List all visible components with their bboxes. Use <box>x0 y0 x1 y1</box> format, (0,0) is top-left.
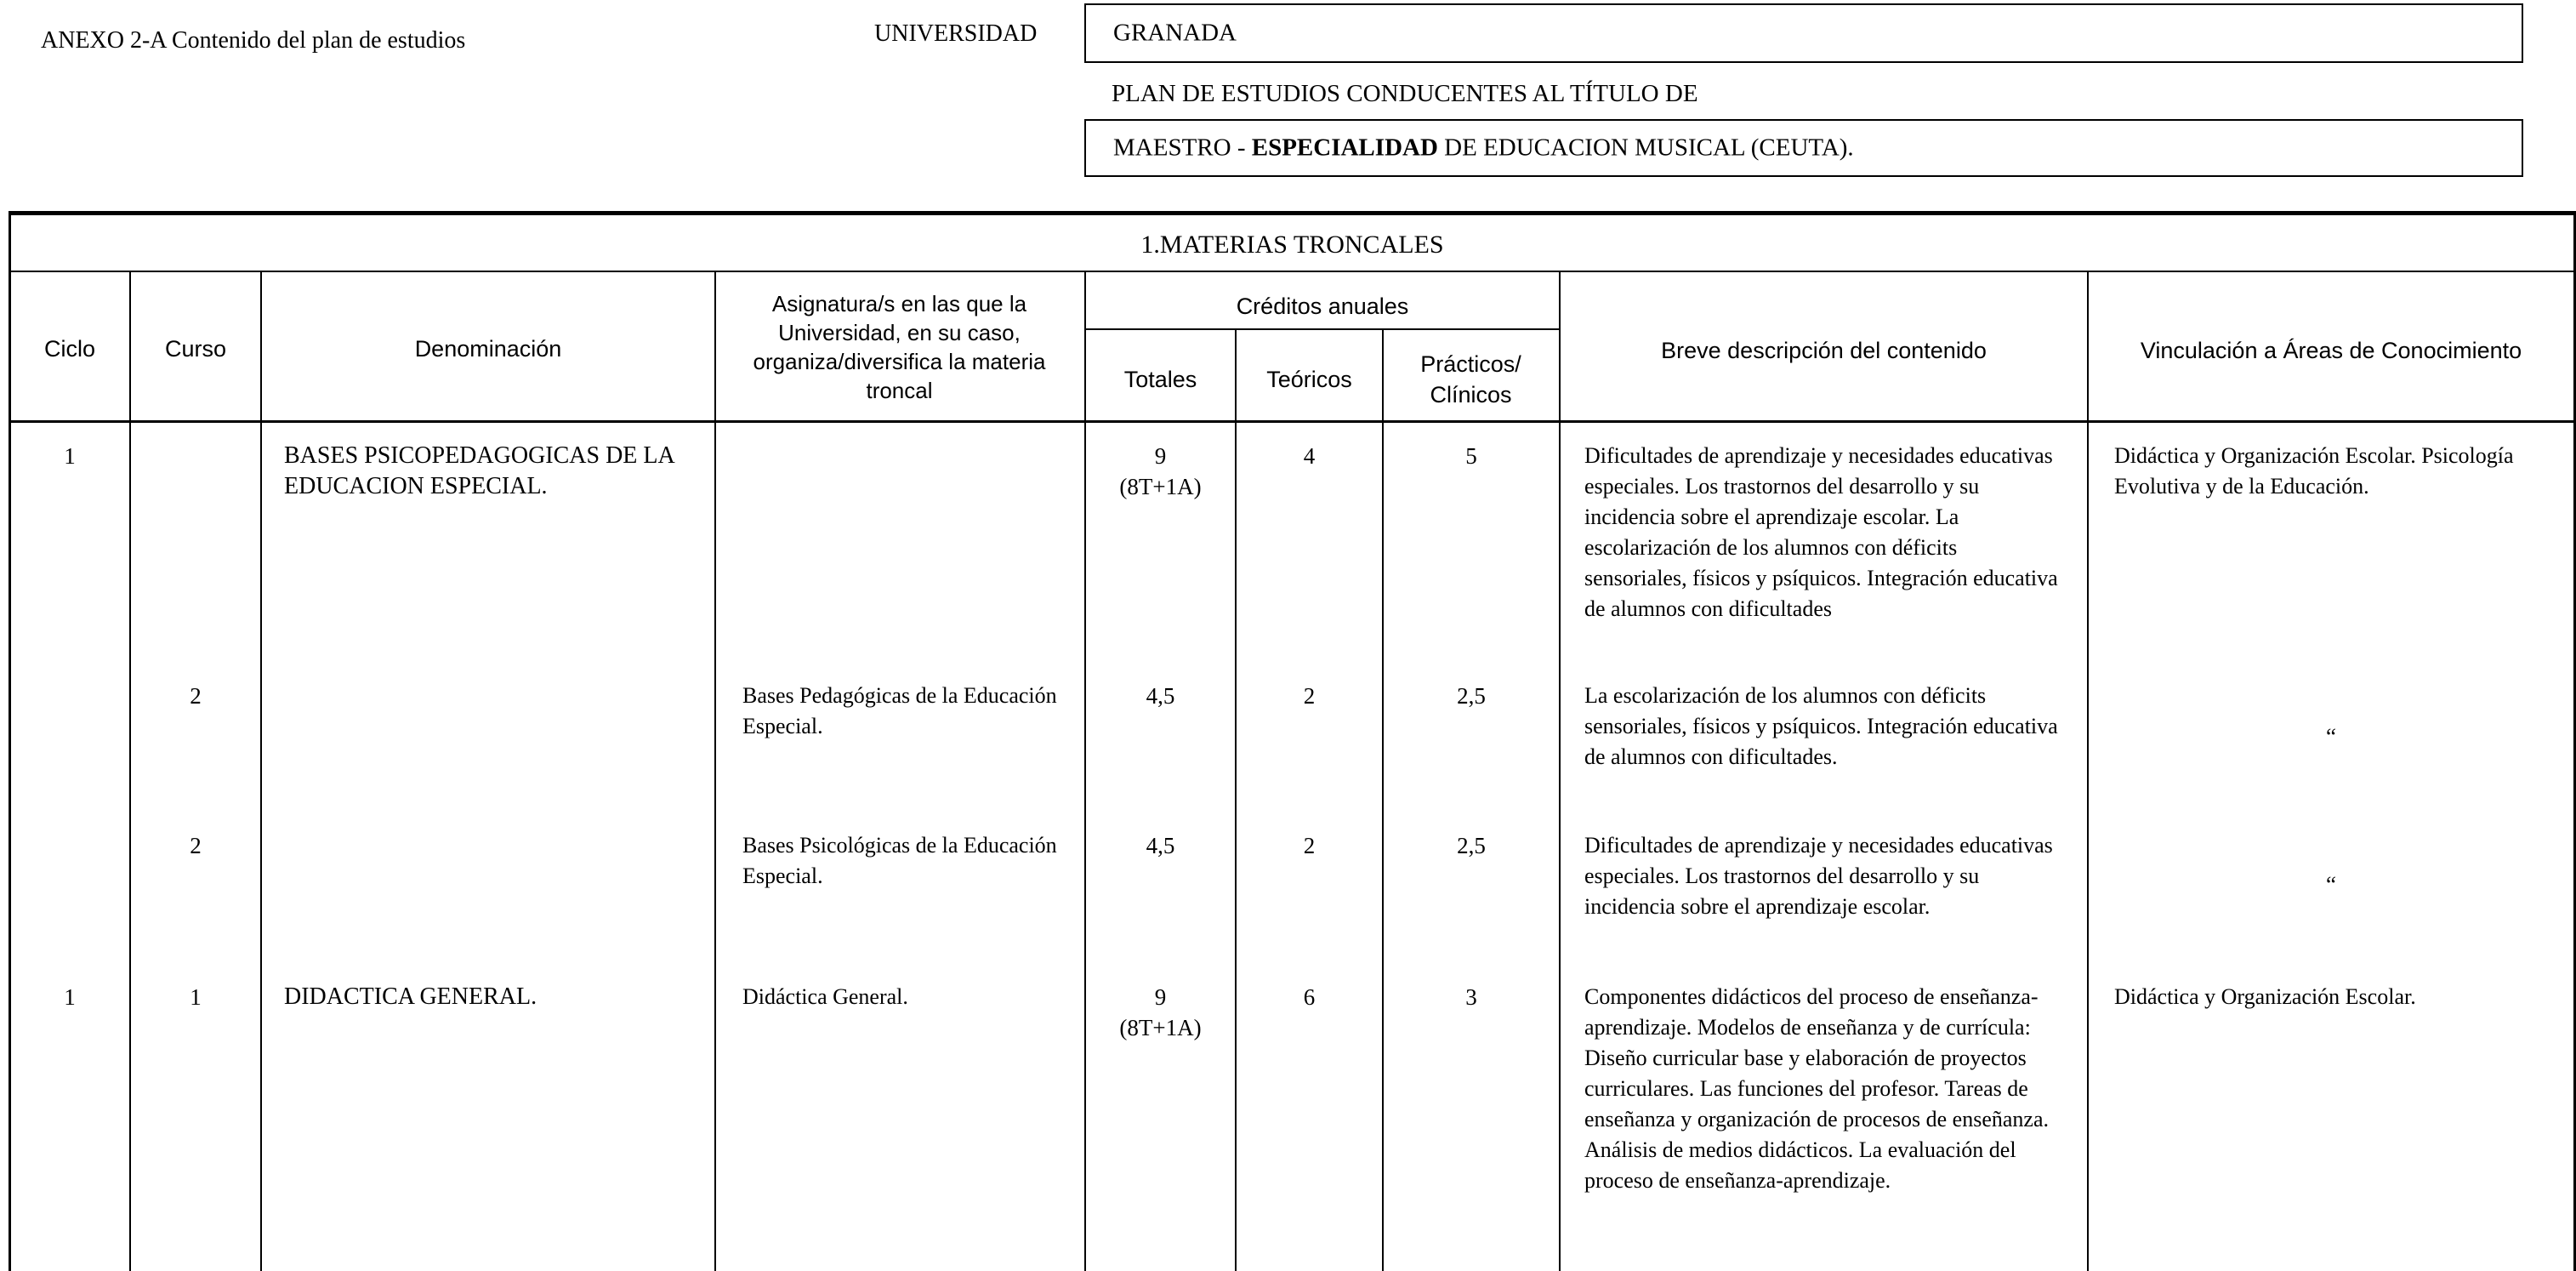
university-value: GRANADA <box>1113 19 1237 47</box>
table-row-2-vinculacion: “ <box>2326 724 2336 749</box>
table-row-4-descripcion: Componentes didácticos del proceso de enseñanza-aprendizaje. Modelos de enseñanza y de currícula: Diseño curricular base y elaboración de proyectos curriculares. Las funciones del profesor. Tareas de enseñanza y organización de procesos de enseñanza. Análisis de medios didácticos. La evaluación del proceso de enseñanza-aprendizaje. <box>1584 984 2049 1193</box>
title-divider <box>9 271 2576 272</box>
table-row-3-practicos: 2,5 <box>1457 833 1486 858</box>
annex-label: ANEXO 2-A Contenido del plan de estudios <box>41 27 466 54</box>
col-line-3 <box>714 271 716 1271</box>
table-row-4-vinculacion: Didáctica y Organización Escolar. <box>2114 984 2416 1009</box>
header-totales: Totales <box>1123 367 1197 392</box>
table-row-1-totales-sub: (8T+1A) <box>1119 474 1202 499</box>
col-line-2 <box>260 271 262 1271</box>
table-row-3-asignatura: Bases Psicológicas de la Educación Especial. <box>742 833 1057 888</box>
table-row-4-curso: 1 <box>190 984 202 1010</box>
table-row-3-descripcion: Dificultades de aprendizaje y necesidades educativas especiales. Los trastornos del desarrollo y su incidencia sobre el aprendizaje escolar. <box>1584 833 2053 919</box>
table-row-1-practicos: 5 <box>1465 443 1477 469</box>
header-creditos: Créditos anuales <box>1236 294 1409 319</box>
table-row-4-totales: 9 <box>1154 984 1167 1010</box>
header-denominacion: Denominación <box>414 336 562 362</box>
table-row-4-asignatura: Didáctica General. <box>742 984 908 1009</box>
header-vinculacion: Vinculación a Áreas de Conocimiento <box>2140 338 2522 363</box>
university-label: UNIVERSIDAD <box>874 20 1038 47</box>
table-border-left <box>9 211 11 1271</box>
table-row-4-teoricos: 6 <box>1303 984 1316 1010</box>
table-row-4-totales-sub: (8T+1A) <box>1119 1015 1202 1040</box>
degree-title-prefix: MAESTRO - <box>1113 134 1252 162</box>
table-row-3-curso: 2 <box>190 833 202 858</box>
header-descripcion: Breve descripción del contenido <box>1661 338 1987 363</box>
plan-label: PLAN DE ESTUDIOS CONDUCENTES AL TÍTULO DE <box>1112 80 1698 107</box>
table-row-2-asignatura: Bases Pedagógicas de la Educación Especial. <box>742 683 1057 738</box>
header-curso: Curso <box>164 336 227 362</box>
table-row-1-totales: 9 <box>1154 443 1167 469</box>
table-title: 1.MATERIAS TRONCALES <box>1140 231 1444 259</box>
header-divider <box>9 420 2576 423</box>
header-ciclo: Ciclo <box>43 336 95 362</box>
col-line-4 <box>1084 271 1086 1271</box>
table-row-4-denominacion: DIDACTICA GENERAL. <box>284 983 537 1010</box>
creditos-divider <box>1084 328 1559 330</box>
table-row-2-curso: 2 <box>190 683 202 709</box>
table-row-2-descripcion: La escolarización de los alumnos con déficits sensoriales, físicos y psíquicos. Integración educativa de alumnos con dificultades. <box>1584 683 2058 769</box>
table-row-1-ciclo: 1 <box>64 443 76 469</box>
table-border-top <box>9 211 2576 215</box>
header-asignatura: Asignatura/s en las que la Universidad, en su caso, organiza/diversifica la materia troncal <box>753 291 1046 403</box>
header-teoricos: Teóricos <box>1266 367 1352 392</box>
table-row-4-practicos: 3 <box>1465 984 1477 1010</box>
table-row-2-practicos: 2,5 <box>1457 683 1486 709</box>
table-row-3-totales: 4,5 <box>1146 833 1175 858</box>
col-line-8 <box>2087 271 2089 1271</box>
table-row-2-totales: 4,5 <box>1146 683 1175 709</box>
header-practicos: Prácticos/ Clínicos <box>1420 351 1521 408</box>
degree-title-suffix: DE EDUCACION MUSICAL (CEUTA). <box>1437 134 1854 162</box>
table-row-1-descripcion: Dificultades de aprendizaje y necesidades educativas especiales. Los trastornos del desarrollo y su incidencia sobre el aprendizaje escolar. La escolarización de los alumnos con déficits sensoriales, físicos y psíquicos. Integración educativa de alumnos con dificultades <box>1584 443 2058 621</box>
table-row-3-vinculacion: “ <box>2326 872 2336 898</box>
table-row-2-teoricos: 2 <box>1303 683 1316 709</box>
table-row-1-teoricos: 4 <box>1303 443 1316 469</box>
table-row-4-ciclo: 1 <box>64 984 76 1010</box>
col-line-7 <box>1559 271 1561 1271</box>
table-row-1-denominacion: BASES PSICOPEDAGOGICAS DE LA EDUCACION ESPECIAL. <box>284 442 674 499</box>
table-row-1-vinculacion: Didáctica y Organización Escolar. Psicología Evolutiva y de la Educación. <box>2114 443 2514 499</box>
col-line-1 <box>129 271 131 1271</box>
degree-title-bold: ESPECIALIDAD <box>1251 134 1438 162</box>
table-row-3-teoricos: 2 <box>1303 833 1316 858</box>
